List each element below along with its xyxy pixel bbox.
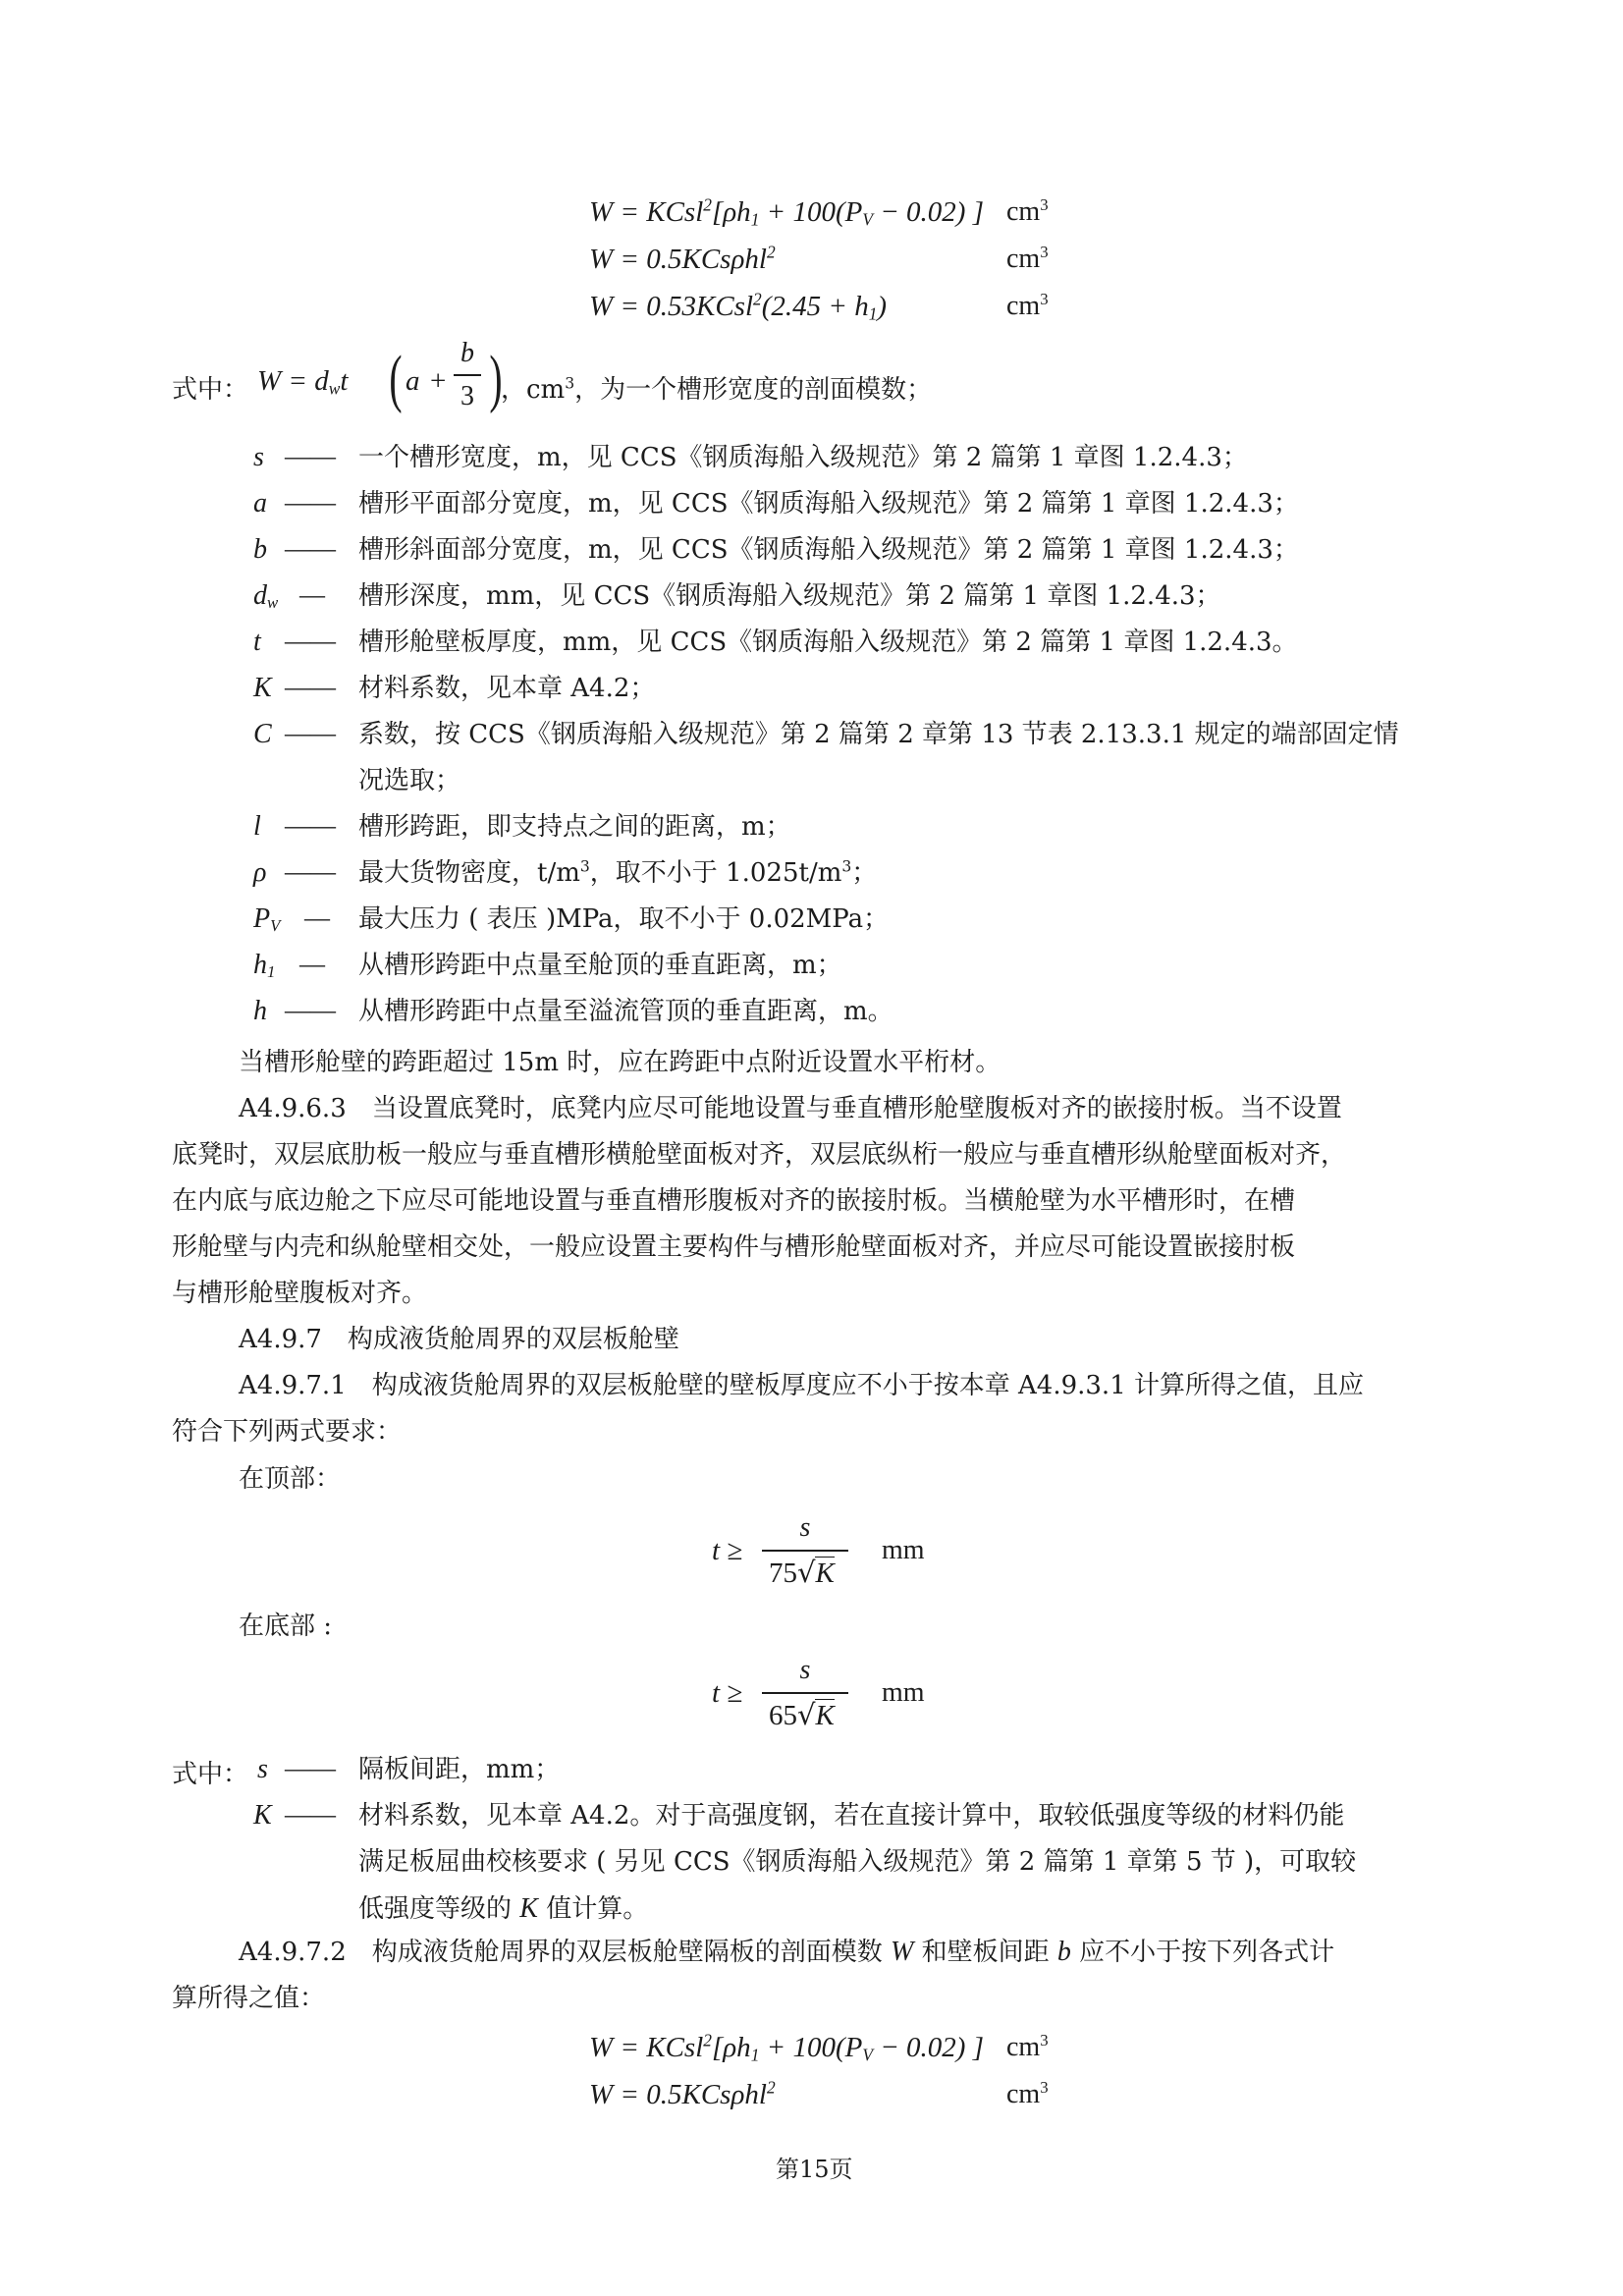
var-dash: —— (285, 1754, 336, 1782)
var-desc: 最大货物密度，$t/m^3$，取不小于 $1.025t/m^3$； (358, 857, 878, 888)
var-symbol: t (253, 627, 261, 657)
definition-frac-den: 3 (460, 381, 474, 411)
var-symbol: $P_V$ (253, 903, 281, 936)
var-dash: —— (285, 811, 336, 840)
var-dash: —— (285, 442, 336, 470)
var-desc-cont: 况选取； (358, 766, 461, 795)
definition-a: a (406, 365, 420, 397)
var-dash: —— (285, 719, 336, 747)
var-symbol: s (253, 442, 264, 472)
formula-top-1: $W = KCsl^2[\rho h_1 + 100(P_V - 0.02)$ ] (589, 194, 984, 230)
var-symbol: K (253, 1800, 272, 1831)
var-symbol: $d_w$ (253, 580, 279, 613)
definition-w-eq: $W = d_wt$ (257, 365, 349, 399)
var-dash: —— (285, 488, 336, 517)
var-desc: 槽形舱壁板厚度，mm，见 CCS《钢质海船入级规范》第 2 篇第 1 章图 1.2.4.3。 (358, 628, 1298, 657)
para-line: 符合下列两式要求： (172, 1417, 403, 1447)
var-symbol: K (253, 673, 272, 703)
formula-den: 65√K (769, 1698, 835, 1731)
var-desc-cont: 满足板屈曲校核要求 ( 另见 CCS《钢质海船入级规范》第 2 篇第 1 章第 5 节 )，可取较 (358, 1847, 1357, 1877)
formula-num: s (799, 1655, 811, 1685)
var-desc: 材料系数，见本章 A4.2。对于高强度钢，若在直接计算中，取较低强度等级的材料仍能 (358, 1801, 1345, 1831)
var-dash: — (304, 903, 330, 932)
var-desc: 隔板间距，mm； (358, 1755, 561, 1784)
formula-bottom-2: W = 0.5KCsρhl$^2$ (589, 2077, 776, 2110)
formula-top-3-unit: $cm^3$ (1006, 289, 1049, 321)
var-desc: 槽形斜面部分宽度，m，见 CCS《钢质海船入级规范》第 2 篇第 1 章图 1.2.4.3； (358, 535, 1299, 565)
para-line: 在内底与底边舱之下应尽可能地设置与垂直槽形腹板对齐的嵌接肘板。当横舱壁为水平槽形时，在槽 (172, 1186, 1296, 1216)
formula-bottom-1-unit: $cm^3$ (1006, 2030, 1049, 2062)
definition-left-paren: ( (389, 343, 403, 414)
formula-unit: mm (882, 1677, 925, 1708)
var-desc: 槽形深度，mm，见 CCS《钢质海船入级规范》第 2 篇第 1 章图 1.2.4.3； (358, 581, 1221, 611)
definition-right-paren: ) (489, 343, 503, 414)
page-number: 第15页 (776, 2156, 853, 2183)
var-desc: 一个槽形宽度，m，见 CCS《钢质海船入级规范》第 2 篇第 1 章图 1.2.4.3； (358, 443, 1248, 472)
var-symbol: $h_1$ (253, 950, 276, 982)
para-line: 与槽形舱壁腹板对齐。 (172, 1279, 428, 1308)
var-symbol: C (253, 719, 272, 749)
var-dash: —— (285, 857, 336, 886)
para-span-note: 当槽形舱壁的跨距超过 15m 时，应在跨距中点附近设置水平桁材。 (239, 1048, 1001, 1077)
heading-a497: A4.9.7 构成液货舱周界的双层板舱壁 (239, 1325, 679, 1354)
top-label: 在顶部： (239, 1464, 342, 1494)
para-line: 底凳时，双层底肋板一般应与垂直槽形横舱壁面板对齐，双层底纵桁一般应与垂直槽形纵舱壁面板对齐， (172, 1140, 1347, 1170)
var-symbol: ρ (253, 857, 267, 888)
para-a4972-line2: 算所得之值： (172, 1984, 326, 2013)
formula-top-3: W = 0.53KCsl$^2$(2.45 + $h_1$) (589, 289, 888, 324)
var-desc: 从槽形跨距中点量至舱顶的垂直距离，m； (358, 951, 842, 980)
formula-lhs: t ≥ (712, 1677, 743, 1709)
definition-suffix: ，$cm^3$，为一个槽形宽度的剖面模数； (501, 374, 933, 405)
definition-frac-line (454, 374, 481, 376)
var-desc: 材料系数，见本章 A4.2； (358, 674, 656, 703)
definition-frac-num: b (460, 338, 474, 368)
formula-top-2: W = 0.5KCsρhl$^2$ (589, 242, 776, 275)
where2-prefix: 式中： (172, 1760, 249, 1789)
var-desc: 系数，按 CCS《钢质海船入级规范》第 2 篇第 2 章第 13 节表 2.13.3.1 规定的端部固定情 (358, 720, 1399, 749)
var-symbol: a (253, 488, 267, 519)
para-line: 形舱壁与内壳和纵舱壁相交处，一般应设置主要构件与槽形舱壁面板对齐，并应尽可能设置嵌接肘板 (172, 1232, 1296, 1262)
var-dash: —— (285, 1800, 336, 1829)
var-dash: — (299, 950, 325, 978)
var-desc-cont: 低强度等级的 K 值计算。 (358, 1893, 649, 1924)
var-dash: — (299, 580, 325, 609)
var-dash: —— (285, 673, 336, 701)
formula-top-1-unit: $cm^3$ (1006, 194, 1049, 227)
para-line: A4.9.6.3 当设置底凳时，底凳内应尽可能地设置与垂直槽形舱壁腹板对齐的嵌接肘板。当不设置 (239, 1094, 1342, 1123)
definition-plus: + (430, 365, 447, 397)
definition-prefix: 式中： (172, 375, 249, 405)
formula-frac-line (762, 1692, 848, 1694)
var-symbol: l (253, 811, 261, 842)
var-dash: —— (285, 627, 336, 655)
var-desc: 从槽形跨距中点量至溢流管顶的垂直距离，m。 (358, 997, 893, 1026)
formula-top-2-unit: $cm^3$ (1006, 242, 1049, 274)
formula-bottom-1: $W = KCsl^2[\rho h_1 + 100(P_V - 0.02)$ ] (589, 2030, 984, 2065)
var-desc: 槽形平面部分宽度，m，见 CCS《钢质海船入级规范》第 2 篇第 1 章图 1.2.4.3； (358, 489, 1299, 519)
var-symbol: b (253, 534, 267, 565)
var-dash: —— (285, 996, 336, 1024)
var-symbol: s (257, 1754, 268, 1784)
var-dash: —— (285, 534, 336, 563)
formula-num: s (799, 1512, 811, 1543)
formula-bottom-2-unit: $cm^3$ (1006, 2077, 1049, 2109)
var-symbol: h (253, 996, 267, 1026)
formula-frac-line (762, 1550, 848, 1552)
formula-lhs: t ≥ (712, 1535, 743, 1566)
formula-unit: mm (882, 1535, 925, 1565)
formula-den: 75√K (769, 1556, 835, 1589)
var-desc: 槽形跨距，即支持点之间的距离，m； (358, 812, 791, 842)
var-desc: 最大压力 ( 表压 )MPa，取不小于 0.02MPa； (358, 904, 890, 934)
para-line: A4.9.7.1 构成液货舱周界的双层板舱壁的壁板厚度应不小于按本章 A4.9.3.1 计算所得之值，且应 (239, 1371, 1365, 1400)
bottom-label: 在底部 : (239, 1612, 333, 1641)
para-a4972: A4.9.7.2 构成液货舱周界的双层板舱壁隔板的剖面模数 W 和壁板间距 b 应不小于按下列各式计 (239, 1937, 1335, 1967)
